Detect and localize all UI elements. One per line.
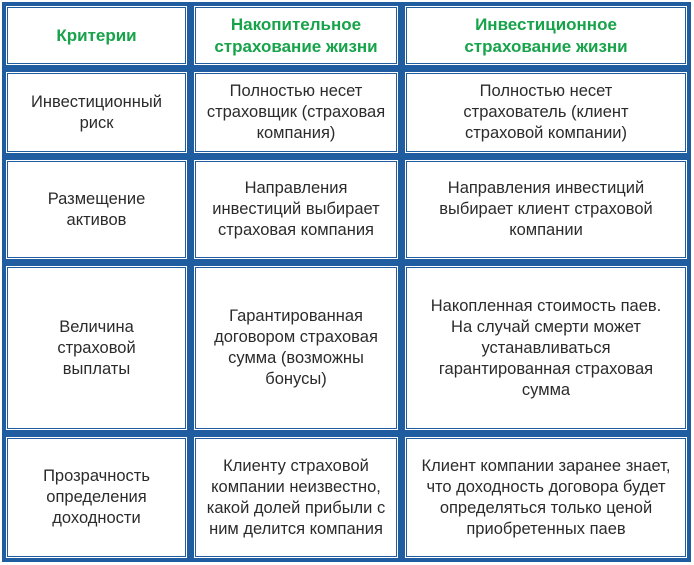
header-accumulative-text: Накопительное страхование жизни xyxy=(214,14,378,56)
row4-criterion xyxy=(4,435,189,560)
row1-criterion xyxy=(4,70,189,155)
header-investment-text: Инвестиционное страхование жизни xyxy=(464,14,628,56)
header-investment xyxy=(403,4,689,67)
row1-accumulative xyxy=(192,70,400,155)
row2-investment xyxy=(403,158,689,261)
row2-accumulative xyxy=(192,158,400,261)
comparison-table xyxy=(2,2,691,562)
row4-accumulative-text: Клиенту страховой компании неизвестно, какой долей прибыли с ним делится компания xyxy=(206,456,386,538)
header-criteria-text: Критерии xyxy=(56,25,137,45)
row4-investment-text: Клиент компании заранее знает, что доходность договора будет определяться только ценой приобретенных паев xyxy=(421,456,671,538)
row3-investment xyxy=(403,264,689,432)
header-accumulative xyxy=(192,4,400,67)
row1-investment-text: Полностью несет страхователь (клиент страховой компании) xyxy=(463,82,629,142)
row4-accumulative xyxy=(192,435,400,560)
row4-investment xyxy=(403,435,689,560)
row1-investment xyxy=(403,70,689,155)
row2-accumulative-text: Направления инвестиций выбирает страховая компания xyxy=(212,179,380,239)
row3-accumulative-text: Гарантированная договором страховая сумма (возможны бонусы) xyxy=(214,307,378,388)
row3-investment-text: Накопленная стоимость паев. На случай смерти может устанавливаться гарантированная страховая сумма xyxy=(430,296,662,399)
row1-criterion-text: Инвестиционный риск xyxy=(31,92,162,132)
row3-criterion xyxy=(4,264,189,432)
row3-accumulative xyxy=(192,264,400,432)
row4-criterion-text: Прозрачность определения доходности xyxy=(43,467,150,527)
row1-accumulative-text: Полностью несет страховщик (страховая компания) xyxy=(206,82,386,142)
row2-criterion-text: Размещение активов xyxy=(47,189,146,229)
row2-criterion xyxy=(4,158,189,261)
row2-investment-text: Направления инвестиций выбирает клиент страховой компании xyxy=(439,179,653,239)
row3-criterion-text: Величина страховой выплаты xyxy=(57,317,136,378)
header-criteria xyxy=(4,4,189,67)
